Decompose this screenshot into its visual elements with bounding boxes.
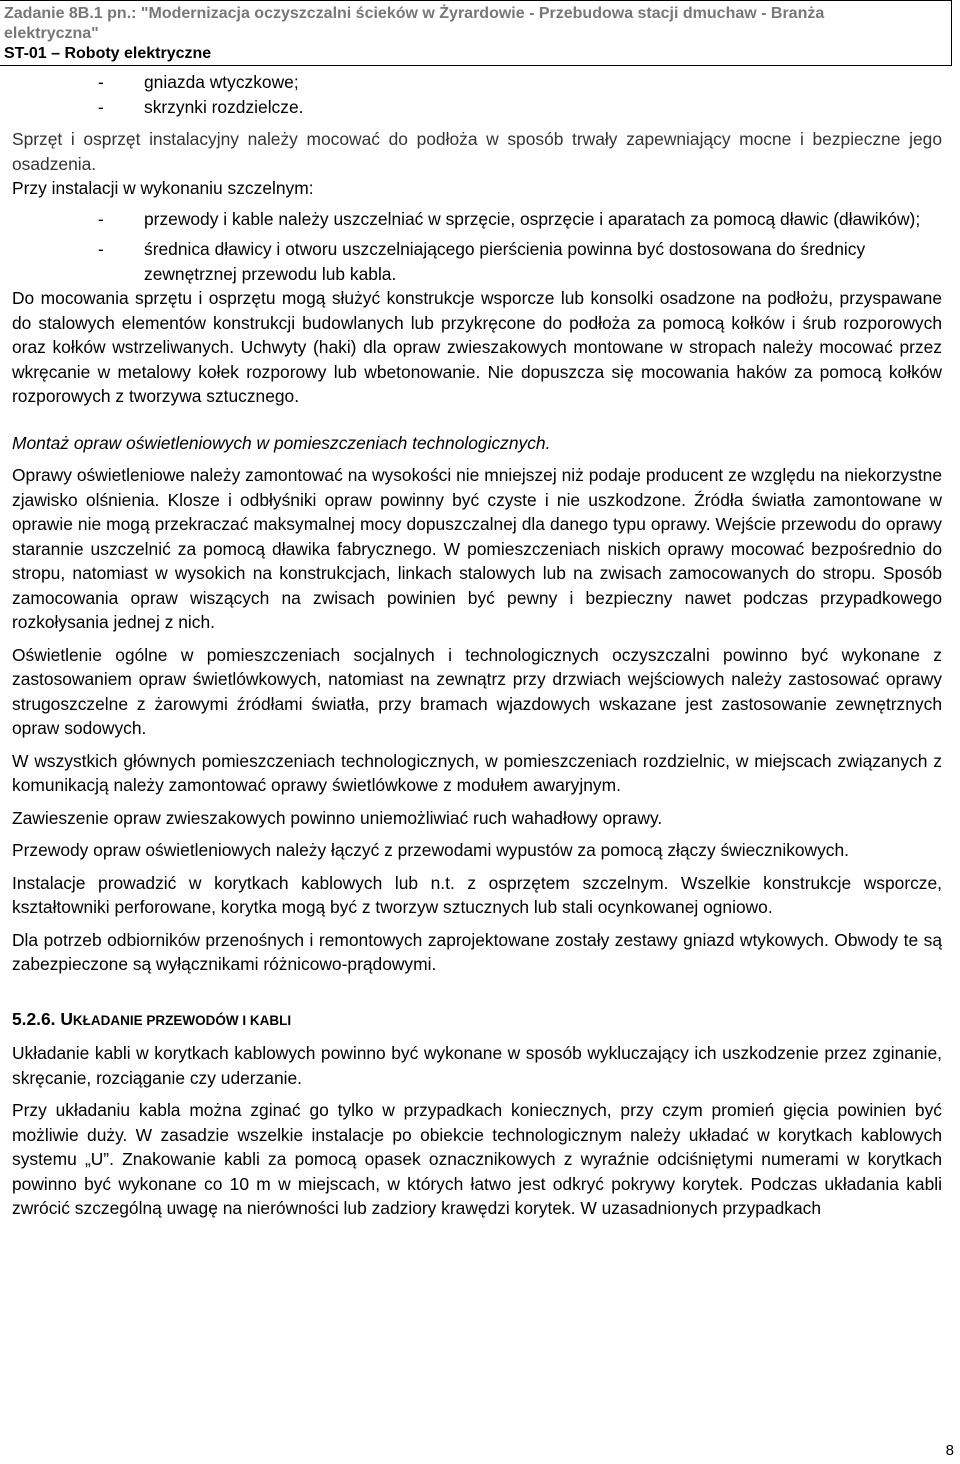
page-number: 8 [945, 1442, 954, 1459]
paragraph: Przewody opraw oświetleniowych należy łączyć z przewodami wypustów za pomocą złączy świecznikowych. [12, 840, 850, 860]
document-body [12, 70, 942, 1221]
paragraph: Oświetlenie ogólne w pomieszczeniach socjalnych i technologicznych oczyszczalni powinno być wykonane z zastosowaniem opraw świetlówkowych, natomiast na zewnątrz przy drzwiach wejściowych należy zastosować oprawy strugoszczelne z żarowymi źródłami światła, przy bramach wjazdowych wskazane jest zastosowanie zewnętrznych opraw sodowych. [12, 644, 942, 738]
section-title-initial: U [60, 1008, 73, 1029]
list-item: - przewody i kable należy uszczelniać w sprzęcie, osprzęcie i aparatach za pomocą dławic (dławików); [98, 208, 921, 229]
paragraph: Dla potrzeb odbiorników przenośnych i remontowych zaprojektowane zostały zestawy gniazd wtykowych. Obwody te są zabezpieczone są wyłącznikami różnicowo-prądowymi. [12, 929, 942, 974]
paragraph: W wszystkich głównych pomieszczeniach technologicznych, w pomieszczeniach rozdzielnic, w miejscach związanych z komunikacją należy zamontować oprawy świetlówkowe z modułem awaryjnym. [12, 750, 942, 795]
paragraph: Sprzęt i osprzęt instalacyjny należy mocować do podłoża w sposób trwały zapewniający mocne i bezpieczne jego osadzenia. [12, 129, 942, 174]
document-header [0, 0, 952, 66]
italic-subheading: Montaż opraw oświetleniowych w pomieszczeniach technologicznych. [12, 432, 551, 453]
paragraph: Przy instalacji w wykonaniu szczelnym: [12, 178, 314, 198]
list-item: - skrzynki rozdzielcze. [98, 96, 304, 117]
header-title-line1: Zadanie 8B.1 pn.: "Modernizacja oczyszczalni ścieków w Żyrardowie - Przebudowa stacji dmuchaw - Branża [4, 5, 825, 22]
header-title-line2: elektryczna" [4, 25, 99, 42]
header-spec-code: ST-01 – Roboty elektryczne [4, 45, 212, 62]
paragraph: Oprawy oświetleniowe należy zamontować na wysokości nie mniejszej niż podaje producent ze względu na niekorzystne zjawisko olśnienia. Klosze i odbłyśniki opraw powinny być czyste i nie uszkodzone. Źródła światła zamontowane w oprawie nie mogą przekraczać maksymalnej mocy dopuszczalnej dla danego typu oprawy. Wejście przewodu do oprawy starannie uszczelnić za pomocą dławika fabrycznego. W pomieszczeniach niskich oprawy mocować bezpośrednio do stropu, natomiast w wysokich na konstrukcjach, linkach stalowych lub na zwisach zamocowanych do stropu. Sposób zamocowania opraw wiszących na zwisach powinien być pewny i bezpieczny nawet podczas przypadkowego rozkołysania jednej z nich. [12, 465, 942, 632]
section-heading [12, 1007, 942, 1034]
paragraph: Instalacje prowadzić w korytkach kablowych lub n.t. z osprzętem szczelnym. Wszelkie konstrukcje wsporcze, kształtowniki perforowane, korytka mogą być z tworzyw sztucznych lub stali ocynkowanej ogniowo. [12, 872, 942, 917]
paragraph: Do mocowania sprzętu i osprzętu mogą służyć konstrukcje wsporcze lub konsolki osadzone na podłożu, przyspawane do stalowych elementów konstrukcji budowlanych lub przykręcone do podłoża za pomocą kołków i śrub rozporowych oraz kołków wstrzeliwanych. Uchwyty (haki) dla opraw zwieszakowych montowane w stropach należy mocować przez wkręcanie w metalowy kołek rozporowy lub wbetonowanie. Nie dopuszcza się mocowania haków za pomocą kołków rozporowych z tworzywa sztucznego. [12, 288, 942, 406]
paragraph: Zawieszenie opraw zwieszakowych powinno uniemożliwiać ruch wahadłowy oprawy. [12, 807, 663, 828]
list-item: - gniazda wtyczkowe; [98, 72, 299, 92]
list-item: - średnica dławicy i otworu uszczelniającego pierścienia powinna być dostosowana do średnicy zewnętrznej przewodu lub kabla. [98, 239, 866, 284]
section-number: 5.2.6. [12, 1008, 56, 1029]
paragraph: Przy układaniu kabla można zginać go tylko w przypadkach koniecznych, przy czym promień gięcia powinien być możliwie duży. W zasadzie wszelkie instalacje po obiekcie technologicznym należy układać w korytkach kablowych systemu „U”. Znakowanie kabli za pomocą opasek oznacznikowych z wyraźnie odciśniętymi numerami w korytkach powinno być wykonane co 10 m w miejscach, w których łatwo jest odkryć pokrywy korytek. Podczas układania kabli zwrócić szczególną uwagę na nierówności lub zadziory krawędzi korytek. W uzasadnionych przypadkach [12, 1100, 942, 1218]
paragraph: Układanie kabli w korytkach kablowych powinno być wykonane w sposób wykluczający ich uszkodzenie przez zginanie, skręcanie, rozciąganie czy uderzanie. [12, 1043, 942, 1088]
section-title: KŁADANIE PRZEWODÓW I KABLI [72, 1012, 292, 1028]
